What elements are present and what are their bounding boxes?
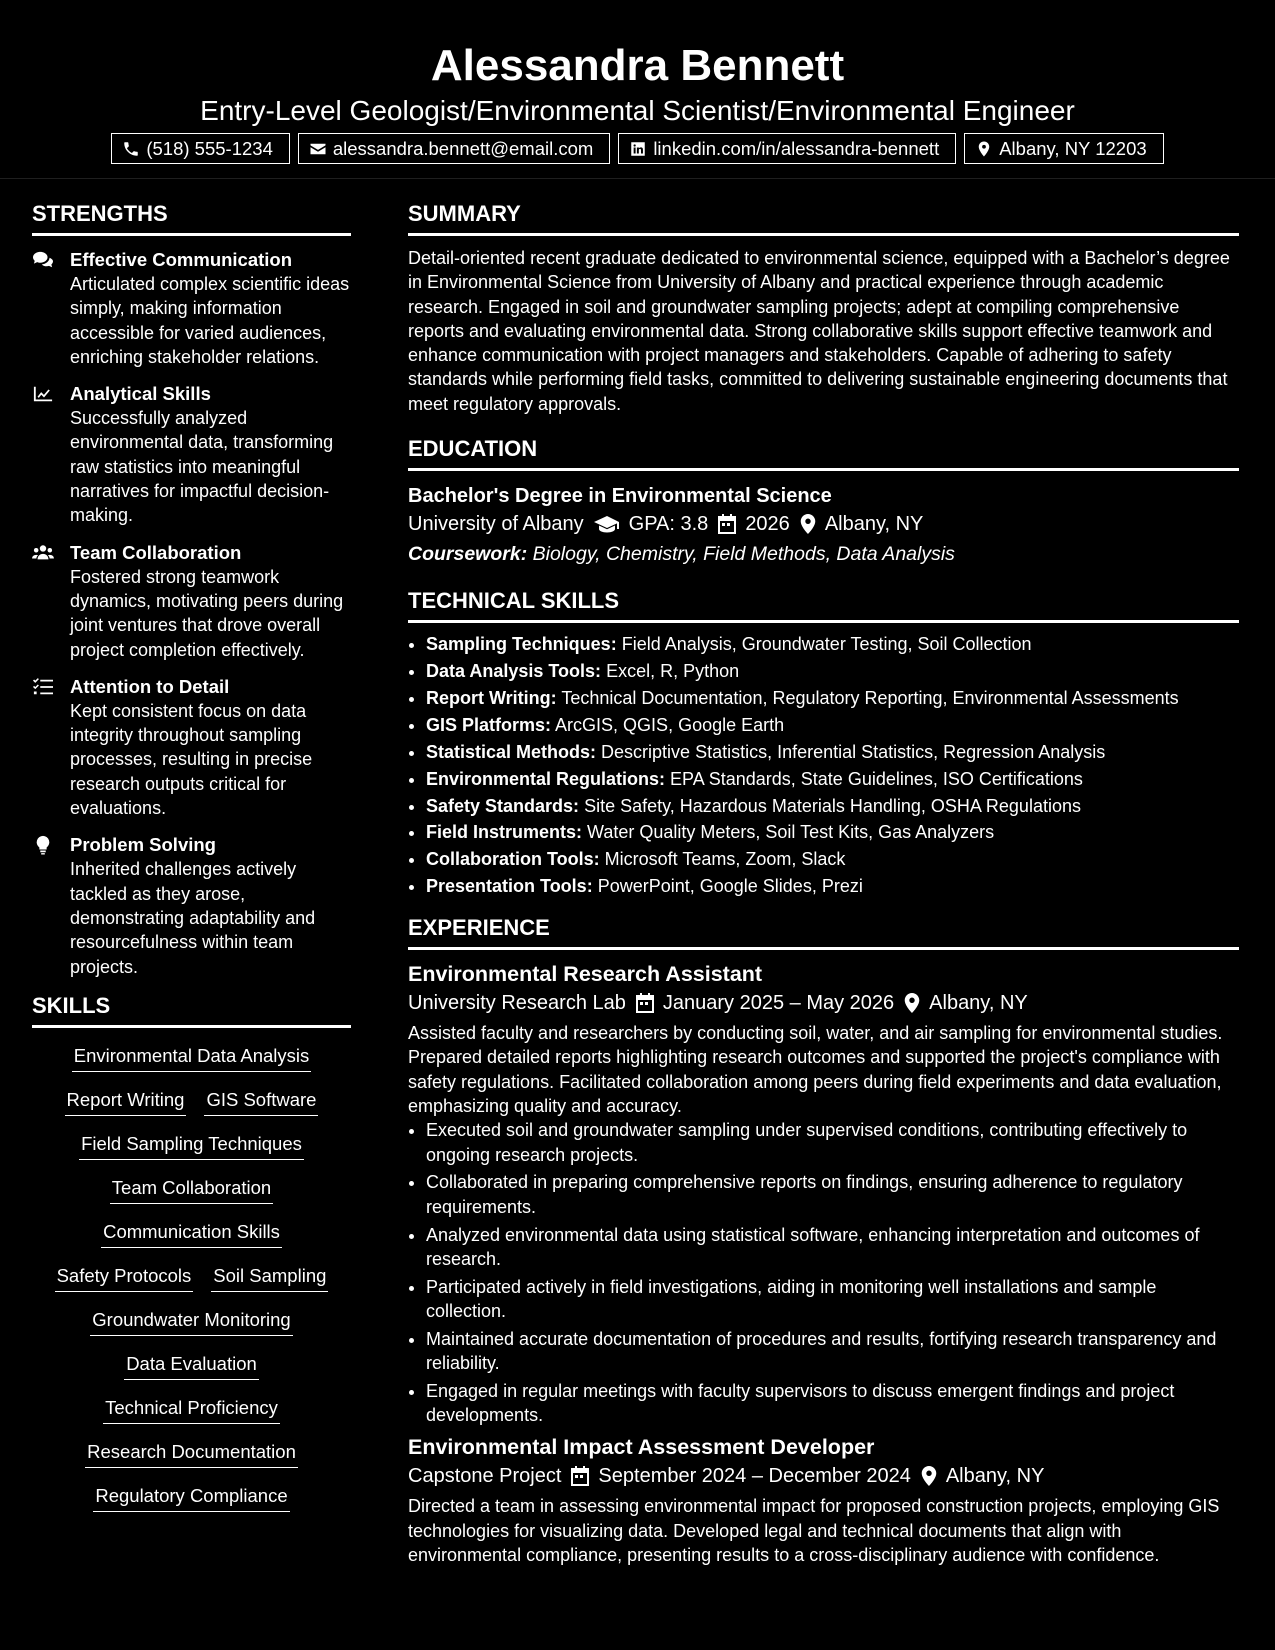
strength-text: Successfully analyzed environmental data, transforming raw statistics into meaningful narratives for impactful decision-making. bbox=[70, 408, 334, 526]
left-column bbox=[32, 200, 351, 1512]
skill-tag: Team Collaboration bbox=[110, 1176, 273, 1204]
job-bullet: • Executed soil and groundwater sampling under supervised conditions, contributing effectively to ongoing research projects. bbox=[426, 1118, 1239, 1167]
contact-bar bbox=[0, 133, 1275, 164]
school-name: University of Albany bbox=[408, 513, 584, 536]
gpa-text: GPA: 3.8 bbox=[628, 513, 709, 536]
strength-item bbox=[32, 833, 351, 978]
skill-tag: Research Documentation bbox=[85, 1440, 298, 1468]
technical-skill-item: • Collaboration Tools: Microsoft Teams, Zoom, Slack bbox=[426, 846, 1239, 873]
strengths-heading: STRENGTHS bbox=[32, 200, 351, 236]
technical-skill-item: • Data Analysis Tools: Excel, R, Python bbox=[426, 658, 1239, 685]
summary-text: Detail-oriented recent graduate dedicated to environmental science, equipped with a Bachelor’s degree in Environmental Science from University of Albany and practical experience through academic research. Engaged in soil and groundwater sampling projects; adept at compiling comprehensive reports and evaluating environmental data. Strong collaborative skills support effective teamwork and enhance communication with project managers and stakeholders. Capable of adhering to safety standards while performing field tasks, committed to delivering sustainable engineering documents that meet regulatory approvals. bbox=[408, 248, 1230, 414]
job-description: Directed a team in assessing environmental impact for proposed construction projects, employing GIS technologies for visualizing data. Developed legal and technical documents that align with environmental compliance, presenting results to a cross-disciplinary audience with confidence. bbox=[408, 1496, 1220, 1565]
job-title: Environmental Impact Assessment Developer bbox=[408, 1435, 875, 1460]
contact-linkedin[interactable] bbox=[618, 133, 956, 164]
job-bullet: • Collaborated in preparing comprehensive reports on findings, ensuring adherence to regulatory requirements. bbox=[426, 1170, 1239, 1219]
skills-tag-list bbox=[32, 1040, 351, 1512]
calendar-icon bbox=[636, 993, 654, 1013]
job-bullet: • Engaged in regular meetings with faculty supervisors to discuss emergent findings and project developments. bbox=[426, 1379, 1239, 1428]
envelope-icon bbox=[309, 140, 327, 158]
job-bullet: • Analyzed environmental data using statistical software, enhancing interpretation and outcomes of research. bbox=[426, 1223, 1239, 1272]
strength-text: Fostered strong teamwork dynamics, motivating peers during joint ventures that drove overall project completion effectively. bbox=[70, 566, 344, 660]
job-bullet: • Maintained accurate documentation of procedures and results, fortifying research transparency and reliability. bbox=[426, 1327, 1239, 1376]
email-text: alessandra.bennett@email.com bbox=[332, 138, 594, 159]
skill-tag: Technical Proficiency bbox=[103, 1396, 280, 1424]
technical-skill-item: • Field Instruments: Water Quality Meters, Soil Test Kits, Gas Analyzers bbox=[426, 819, 1239, 846]
location-text: Albany, NY 12203 bbox=[999, 138, 1147, 159]
education-meta bbox=[408, 509, 1239, 539]
skill-tag: Soil Sampling bbox=[211, 1264, 328, 1292]
technical-skill-item: • Environmental Regulations: EPA Standards, State Guidelines, ISO Certifications bbox=[426, 766, 1239, 793]
comments-icon bbox=[32, 250, 54, 270]
job-location: Albany, NY bbox=[929, 992, 1028, 1015]
coursework-label: Coursework: bbox=[408, 543, 528, 566]
linkedin-icon bbox=[629, 140, 647, 158]
skills-section bbox=[32, 992, 351, 1512]
skill-tag: Report Writing bbox=[65, 1088, 187, 1116]
strength-heading: Effective Communication bbox=[70, 249, 293, 270]
skill-tag: Data Evaluation bbox=[124, 1352, 259, 1380]
job-meta bbox=[408, 1461, 1239, 1491]
calendar-icon bbox=[571, 1466, 589, 1486]
phone-text: (518) 555-1234 bbox=[146, 138, 273, 159]
location-pin-icon bbox=[800, 514, 816, 534]
job-entry bbox=[408, 1433, 1239, 1567]
coursework-line bbox=[408, 539, 1239, 569]
skill-tag: Safety Protocols bbox=[55, 1264, 194, 1292]
contact-phone[interactable] bbox=[111, 133, 290, 164]
line-chart-icon bbox=[32, 384, 54, 404]
lightbulb-icon bbox=[32, 835, 54, 855]
technical-skill-item: • Safety Standards: Site Safety, Hazardous Materials Handling, OSHA Regulations bbox=[426, 793, 1239, 820]
skill-tag: Groundwater Monitoring bbox=[90, 1308, 292, 1336]
linkedin-text: linkedin.com/in/alessandra-bennett bbox=[653, 138, 940, 159]
experience-heading: EXPERIENCE bbox=[408, 914, 1239, 950]
candidate-title: Entry-Level Geologist/Environmental Scientist/Environmental Engineer bbox=[200, 95, 1075, 126]
users-icon bbox=[32, 543, 54, 563]
job-bullet-list bbox=[408, 1118, 1239, 1427]
job-dates: January 2025 – May 2026 bbox=[662, 992, 895, 1015]
skill-tag: Environmental Data Analysis bbox=[72, 1044, 311, 1072]
strength-item bbox=[32, 675, 351, 820]
graduation-year: 2026 bbox=[745, 513, 790, 536]
job-org: Capstone Project bbox=[408, 1465, 562, 1488]
strength-text: Inherited challenges actively tackled as they arose, demonstrating adaptability and resourcefulness within team projects. bbox=[70, 859, 316, 977]
location-pin-icon bbox=[921, 1466, 937, 1486]
degree-title: Bachelor's Degree in Environmental Science bbox=[408, 485, 832, 508]
strength-item bbox=[32, 248, 351, 369]
technical-skill-item: • Sampling Techniques: Field Analysis, Groundwater Testing, Soil Collection bbox=[426, 631, 1239, 658]
technical-skill-item: • Presentation Tools: PowerPoint, Google Slides, Prezi bbox=[426, 873, 1239, 900]
strength-heading: Attention to Detail bbox=[70, 675, 230, 697]
job-dates: September 2024 – December 2024 bbox=[598, 1465, 911, 1488]
technical-skill-item: • GIS Platforms: ArcGIS, QGIS, Google Earth bbox=[426, 712, 1239, 739]
job-bullet: • Participated actively in field investigations, aiding in monitoring well installations and sample collection. bbox=[426, 1275, 1239, 1324]
strength-item bbox=[32, 541, 351, 662]
skill-tag: GIS Software bbox=[204, 1088, 318, 1116]
skill-tag: Field Sampling Techniques bbox=[79, 1132, 304, 1160]
job-org: University Research Lab bbox=[408, 992, 626, 1015]
job-title: Environmental Research Assistant bbox=[408, 962, 763, 987]
right-column bbox=[408, 200, 1239, 1567]
graduation-cap-icon bbox=[594, 514, 620, 534]
strength-text: Kept consistent focus on data integrity throughout sampling processes, resulting in precise research outputs critical for evaluations. bbox=[70, 700, 313, 819]
technical-skill-item: • Statistical Methods: Descriptive Statistics, Inferential Statistics, Regression Analysis bbox=[426, 739, 1239, 766]
job-meta bbox=[408, 988, 1239, 1018]
job-location: Albany, NY bbox=[945, 1465, 1045, 1488]
calendar-icon bbox=[718, 514, 736, 534]
education-heading: EDUCATION bbox=[408, 435, 1239, 471]
skill-tag: Communication Skills bbox=[101, 1220, 282, 1248]
checklist-icon bbox=[32, 677, 54, 697]
candidate-name: Alessandra Bennett bbox=[430, 41, 845, 90]
strength-item bbox=[32, 382, 351, 527]
phone-icon bbox=[122, 140, 140, 158]
strength-text: Articulated complex scientific ideas simply, making information accessible for varied audiences, enriching stakeholder relations. bbox=[70, 274, 350, 367]
location-pin-icon bbox=[975, 140, 993, 158]
location-pin-icon bbox=[904, 993, 920, 1013]
skills-heading: SKILLS bbox=[32, 992, 351, 1028]
technical-skill-item: • Report Writing: Technical Documentation, Regulatory Reporting, Environmental Assessments bbox=[426, 685, 1239, 712]
contact-location bbox=[964, 133, 1163, 164]
strength-heading: Team Collaboration bbox=[70, 541, 242, 563]
technical-skills-list bbox=[408, 631, 1239, 900]
coursework-list: Biology, Chemistry, Field Methods, Data Analysis bbox=[532, 543, 955, 566]
strength-heading: Problem Solving bbox=[70, 834, 216, 856]
contact-email[interactable] bbox=[298, 133, 610, 164]
technical-skills-heading: TECHNICAL SKILLS bbox=[408, 587, 1239, 623]
education-location: Albany, NY bbox=[824, 513, 924, 536]
job-entry bbox=[408, 960, 1239, 1427]
resume-header bbox=[0, 0, 1275, 179]
skill-tag: Regulatory Compliance bbox=[93, 1484, 289, 1512]
job-description: Assisted faculty and researchers by conducting soil, water, and air sampling for environmental studies. Prepared detailed reports highlighting research outcomes and supported the project's compliance with safety regulations. Facilitated collaboration among peers during field experiments and data evaluation, emphasizing quality and accuracy. bbox=[408, 1023, 1223, 1117]
strength-heading: Analytical Skills bbox=[70, 383, 211, 405]
summary-heading: SUMMARY bbox=[408, 200, 1239, 236]
